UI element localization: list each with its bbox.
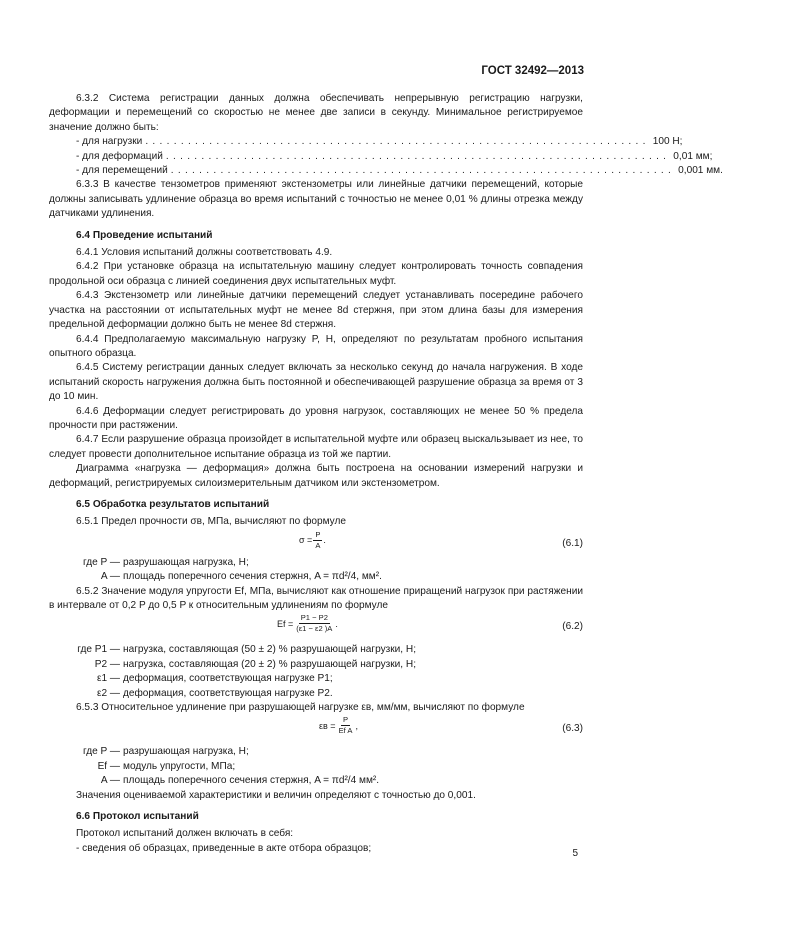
where-definition: модуль упругости, МПа; xyxy=(123,760,236,772)
formula-6-2 xyxy=(49,613,583,643)
where-symbol: ε1 — xyxy=(96,673,120,685)
where-definition: нагрузка, составляющая (20 ± 2) % разрушающей нагрузки, Н; xyxy=(123,658,417,670)
where-definition: площадь поперечного сечения стержня, A = πd²/4 мм². xyxy=(123,775,380,787)
list-item xyxy=(49,135,683,149)
formula-lhs: εв = xyxy=(319,720,336,731)
paragraph-6-4-1: 6.4.1 Условия испытаний должны соответствовать 4.9. xyxy=(76,247,333,259)
document-header: ГОСТ 32492—2013 xyxy=(481,65,584,77)
where-symbol: ε2 — xyxy=(96,687,120,699)
where-symbol: A — xyxy=(100,571,120,583)
list-item-value: 100 Н; xyxy=(652,136,683,148)
where-item xyxy=(49,556,583,570)
list-item-label: - для деформаций xyxy=(76,150,163,162)
formula-numerator: P1 − P2 xyxy=(300,613,328,623)
where-symbol: A — xyxy=(100,775,120,787)
formula-denominator: A xyxy=(315,540,321,550)
where-definition: разрушающая нагрузка, Н; xyxy=(123,556,249,568)
paragraph-6-5-1: 6.5.1 Предел прочности σв, МПа, вычисляют по формуле xyxy=(76,516,346,528)
where-symbol: Ef — xyxy=(97,760,120,772)
formula-numerator: P xyxy=(342,715,349,725)
where-definition: нагрузка, составляющая (50 ± 2) % разрушающей нагрузки, Н; xyxy=(123,644,417,656)
paragraph-protocol-item: - сведения об образцах, приведенные в акте отбора образцов; xyxy=(76,842,372,854)
formula-denominator: (ε1 − ε2 )A xyxy=(296,624,333,634)
formula-expression xyxy=(319,715,358,736)
formula-numerator: P xyxy=(315,529,321,539)
paragraph-6-4-2: 6.4.2 При установке образца на испытательную машину следует контролировать точность совпадения продольной оси образца с линией соединения двух испытательных муфт. xyxy=(49,261,583,287)
where-item xyxy=(49,643,583,657)
paragraph-diagram: Диаграмма «нагрузка — деформация» должна быть построена на основании измерений нагрузки и деформаций, регистрируемых силоизмерительным датчиком или экстензометром. xyxy=(49,463,583,489)
paragraph-6-4-5: 6.4.5 Систему регистрации данных следует включать за несколько секунд до начала нагружения. В ходе испытаний скорость нагружения должна быть постоянной и обеспечивающей разрушение образца за время от 3 до 10 мин. xyxy=(49,362,583,403)
where-item xyxy=(49,687,583,701)
paragraph-6-5-3: 6.5.3 Относительное удлинение при разрушающей нагрузке εв, мм/мм, вычисляют по формуле xyxy=(76,702,525,714)
list-item xyxy=(49,150,713,164)
formula-punct: . xyxy=(323,535,326,546)
list-item-value: 0,001 мм. xyxy=(678,165,723,177)
list-item-label: - для перемещений xyxy=(76,165,168,177)
section-heading-6-4: 6.4 Проведение испытаний xyxy=(76,229,213,241)
leader-dots: ....................................................................... xyxy=(145,136,650,148)
paragraph-6-4-3: 6.4.3 Экстензометр или линейные датчики перемещений следует устанавливать посередине рабочего участка на расстоянии от испытательных муфт не менее 8d стержня, при этом длина базы для измерения предельной деформации должно быть не менее 8d стержня. xyxy=(49,290,583,331)
list-item-value: 0,01 мм; xyxy=(673,150,713,162)
formula-expression xyxy=(277,613,338,634)
where-item xyxy=(49,774,583,788)
paragraph-6-3-2: 6.3.2 Система регистрации данных должна обеспечивать непрерывную регистрацию нагрузки, деформации и перемещений со скоростью не менее две записи в секунду. Минимальное регистрируемое значение должно быть: xyxy=(49,93,583,133)
paragraph-6-4-4: 6.4.4 Предполагаемую максимальную нагрузку P, Н, определяют по результатам пробного испытания опытного образца. xyxy=(49,333,583,359)
paragraph-6-4-6: 6.4.6 Деформации следует регистрировать до уровня нагрузок, составляющих не менее 50 % предела прочности при растяжении. xyxy=(49,405,583,431)
formula-6-3 xyxy=(49,715,583,745)
where-definition: разрушающая нагрузка, Н; xyxy=(123,746,249,758)
formula-fraction xyxy=(313,530,322,551)
where-definition: деформация, соответствующая нагрузке P2. xyxy=(123,687,333,699)
list-item-label: - для нагрузки xyxy=(76,136,143,148)
formula-fraction xyxy=(294,613,334,634)
page-number: 5 xyxy=(572,848,578,859)
paragraph-protocol: Протокол испытаний должен включать в себя: xyxy=(76,828,294,840)
where-symbol: P2 — xyxy=(94,658,120,670)
leader-dots: ....................................................................... xyxy=(170,165,676,177)
paragraph-6-4-7: 6.4.7 Если разрушение образца произойдет в испытательной муфте или образец выскальзывает из нее, то следует провести дополнительное испытание образца из той же партии. xyxy=(49,434,583,460)
where-item xyxy=(49,658,583,672)
formula-punct: , xyxy=(355,720,359,731)
paragraph-6-3-3: 6.3.3 В качестве тензометров применяют экстензометры или линейные датчики перемещений, которые должны записывать удлинение образца во время испытаний с точностью не менее 0,01 % длины отрезка между датчиками удлинения. xyxy=(49,179,583,220)
paragraph-precision: Значения оцениваемой характеристики и величин определяют с точностью до 0,001. xyxy=(76,789,476,801)
document-body xyxy=(49,92,723,856)
section-heading-6-6: 6.6 Протокол испытаний xyxy=(76,811,199,823)
where-symbol: где P — xyxy=(83,746,120,758)
list-item xyxy=(49,164,723,178)
formula-denominator: Ef A xyxy=(338,726,353,736)
where-symbol: где P1 — xyxy=(77,644,120,656)
formula-expression xyxy=(299,530,326,551)
where-item xyxy=(49,760,583,774)
formula-punct: . xyxy=(335,618,338,629)
where-item xyxy=(49,570,583,584)
paragraph-6-5-2: 6.5.2 Значение модуля упругости Ef, МПа, вычисляют как отношение приращений нагрузок при растяжении в интервале от 0,2 P до 0,5 P к относительным удлинениям по формуле xyxy=(49,585,583,611)
formula-6-1 xyxy=(49,530,583,556)
where-symbol: где P — xyxy=(83,556,120,568)
where-definition: деформация, соответствующая нагрузке P1; xyxy=(123,673,333,685)
section-heading-6-5: 6.5 Обработка результатов испытаний xyxy=(76,498,270,510)
where-definition: площадь поперечного сечения стержня, A = πd²/4, мм². xyxy=(123,571,382,583)
formula-fraction xyxy=(337,715,355,736)
leader-dots: ....................................................................... xyxy=(165,150,671,162)
formula-lhs: σ = xyxy=(299,535,313,546)
formula-number: (6.1) xyxy=(562,537,583,549)
formula-number: (6.3) xyxy=(562,723,583,735)
formula-lhs: Ef = xyxy=(277,618,294,629)
where-item xyxy=(49,745,583,759)
formula-number: (6.2) xyxy=(562,621,583,633)
where-item xyxy=(49,672,583,686)
